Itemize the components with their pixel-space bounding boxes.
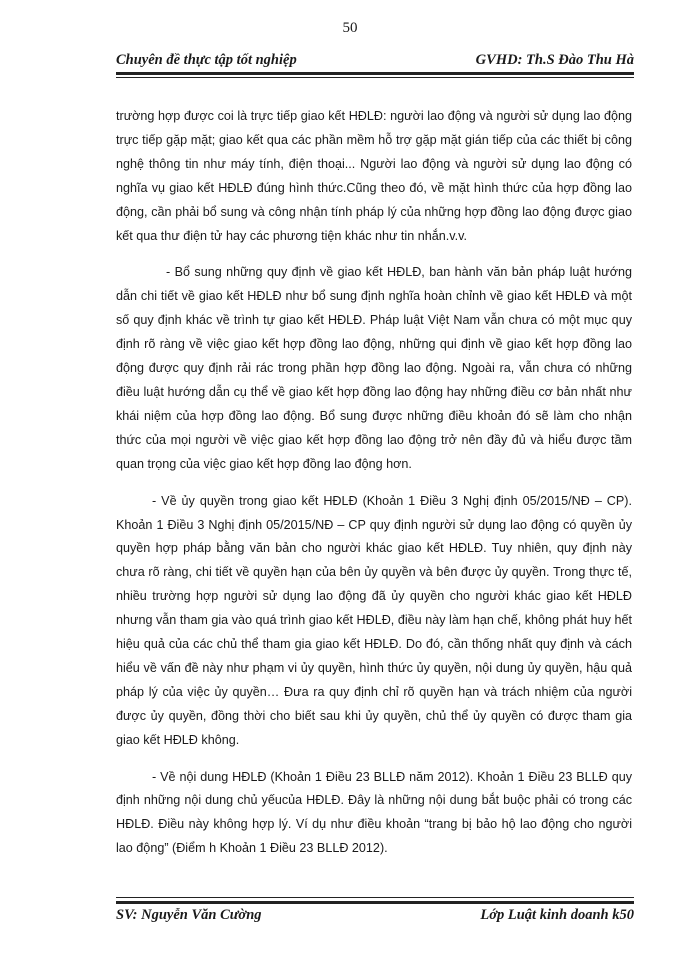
- header-title: Chuyên đề thực tập tốt nghiệp: [116, 52, 297, 68]
- footer-class: Lớp Luật kinh doanh k50: [480, 907, 634, 923]
- footer-rule-thick: [116, 901, 634, 904]
- page-header: [116, 52, 634, 74]
- footer-student: SV: Nguyễn Văn Cường: [116, 907, 262, 923]
- page-number: 50: [342, 20, 358, 36]
- paragraph-3: - Về ủy quyền trong giao kết HĐLĐ (Khoản 1 Điều 3 Nghị định 05/2015/NĐ – CP). Khoản 1 Điều 3 Nghị định 05/2015/NĐ – CP quy định người sử dụng lao động có quyền ủy quyền hợp pháp bằng văn bản cho người khác giao kết HĐLĐ. Tuy nhiên, quy định này chưa rõ ràng, chi tiết về quyền hạn của bên ủy quyền và bên được ủy quyền. Trong thực tế, nhiều trường hợp người sử dụng lao động đã ủy quyền cho người khác giao kết HĐLĐ nhưng vẫn tham gia vào quá trình giao kết HĐLĐ, điều này làm hạn chế, không phát huy hết hiệu quả của các chủ thể tham gia giao kết HĐLĐ. Do đó, cần thống nhất quy định và cách hiểu về vấn đề này như phạm vi ủy quyền, hình thức ủy quyền, nội dung ủy quyền, hậu quả pháp lý của việc ủy quyền… Đưa ra quy định chỉ rõ quyền hạn và trách nhiệm của người được ủy quyền, đồng thời cho biết sau khi ủy quyền, chủ thể ủy quyền có được tham gia giao kết HĐLĐ không.: [116, 493, 632, 747]
- paragraph-1: trường hợp được coi là trực tiếp giao kết HĐLĐ: người lao động và người sử dụng lao động trực tiếp gặp mặt; giao kết qua các phần mềm hỗ trợ gặp mặt gián tiếp của các thiết bị công nghệ thông tin như máy tính, điện thoại... Người lao động và người sử dụng lao động có nghĩa vụ giao kết HĐLĐ đúng hình thức.Cũng theo đó, về mặt hình thức của hợp đồng lao động, cần phải bổ sung và công nhận tính pháp lý của những hợp đồng lao động được giao kết qua thư điện tử hay các phương tiện khác như tin nhắn.v.v.: [116, 109, 632, 243]
- header-supervisor: GVHD: Th.S Đào Thu Hà: [475, 52, 634, 68]
- header-rule-thin: [116, 77, 634, 78]
- paragraph-2: - Bổ sung những quy định về giao kết HĐLĐ, ban hành văn bản pháp luật hướng dẫn chi tiết về giao kết HĐLĐ như bổ sung định nghĩa hoàn chỉnh về giao kết HĐLĐ và một số quy định khác về trình tự giao kết HĐLĐ. Pháp luật Việt Nam vẫn chưa có một mục quy định rõ ràng về việc giao kết hợp đồng lao động, những qui định về giao kết hợp đồng lao động được quy định rải rác trong phần hợp đồng lao động. Ngoài ra, vẫn chưa có những điều luật hướng dẫn cụ thể về giao kết hợp đồng lao động hay những điều cơ bản nhất như khái niệm của hợp đồng lao động. Bổ sung được những điều khoản đó sẽ làm cho nhận thức của mọi người về việc giao kết hợp đồng lao động trở nên đầy đủ và hiểu được tầm quan trọng của việc giao kết hợp đồng lao động hơn.: [116, 265, 632, 471]
- document-body: [116, 105, 632, 874]
- footer-rule-thin: [116, 897, 634, 898]
- page-footer: [116, 907, 634, 929]
- paragraph-4: - Về nội dung HĐLĐ (Khoản 1 Điều 23 BLLĐ năm 2012). Khoản 1 Điều 23 BLLĐ quy định những nội dung chủ yếucủa HĐLĐ. Đây là những nội dung bắt buộc phải có trong các HĐLĐ. Điều này không hợp lý. Ví dụ như điều khoản “trang bị bảo hộ lao động cho người lao động” (Điểm h Khoản 1 Điều 23 BLLĐ 2012).: [116, 769, 632, 856]
- header-rule-thick: [116, 72, 634, 75]
